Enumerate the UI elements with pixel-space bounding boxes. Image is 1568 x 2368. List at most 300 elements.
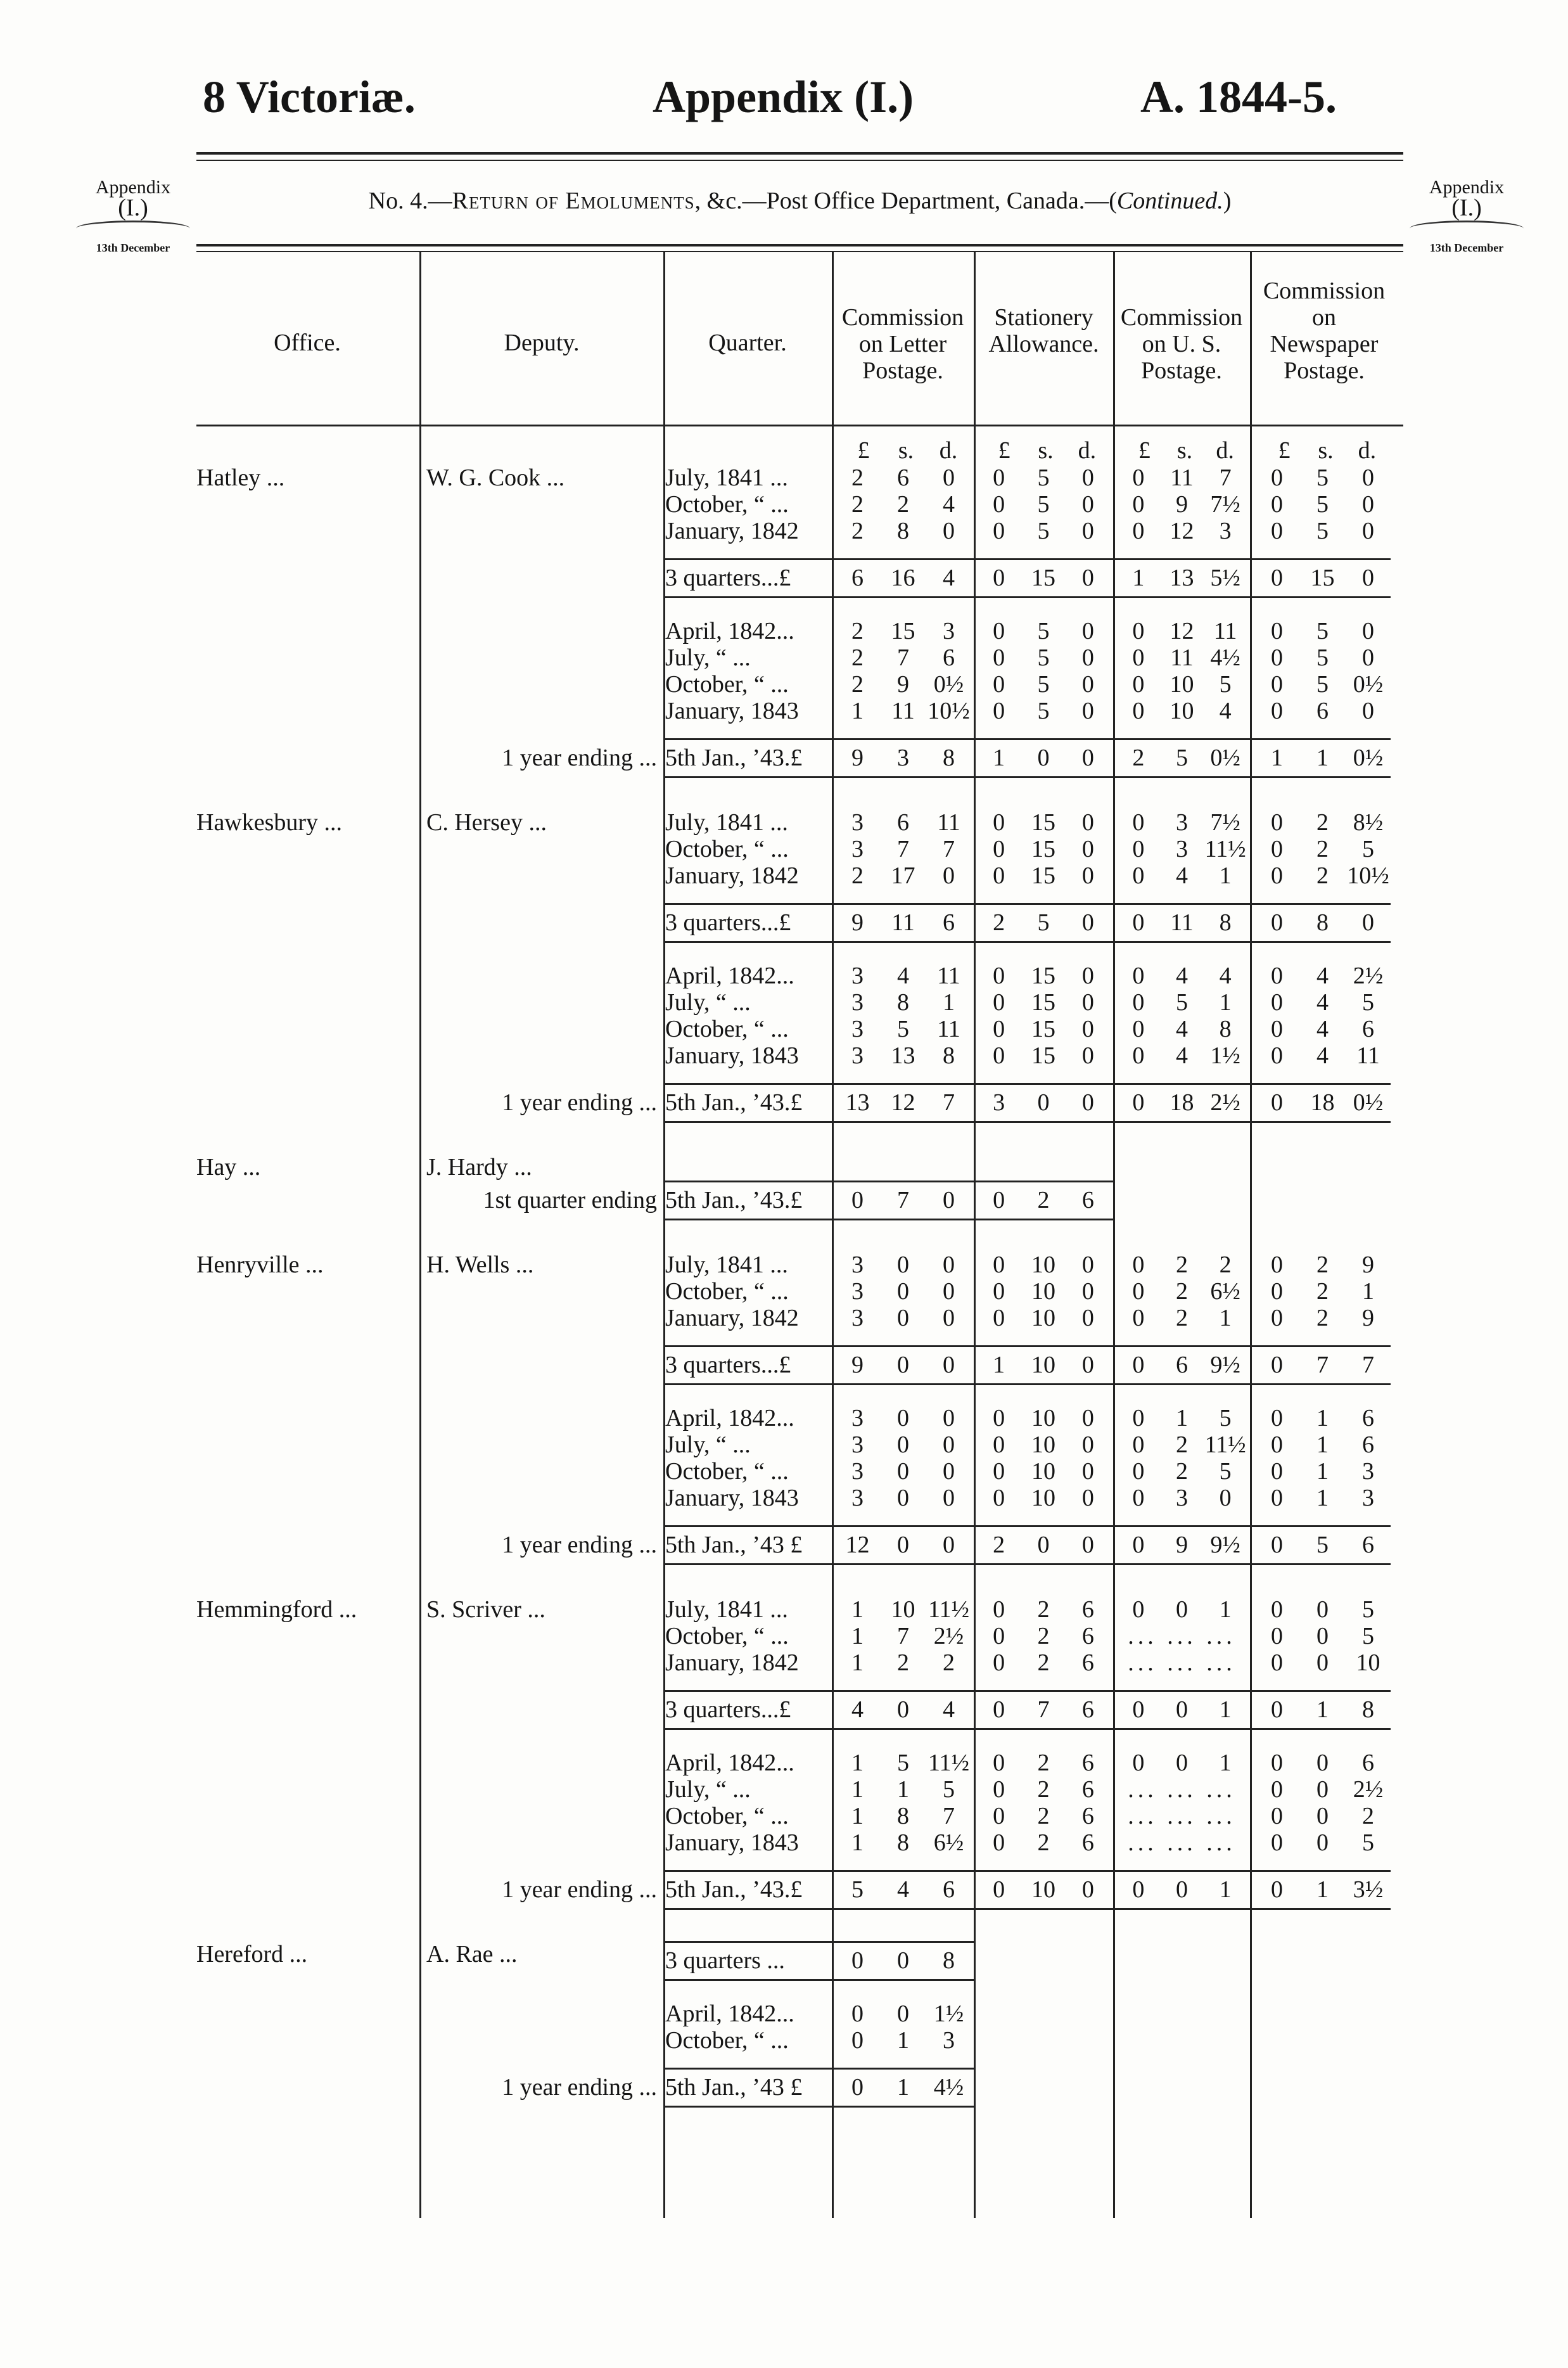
amount-line [1117, 671, 1247, 698]
col-head-deputy: Deputy. [504, 330, 580, 356]
shillings-value: 1 [896, 2027, 909, 2054]
pence-value: 6 [943, 909, 955, 936]
pence-value: 0 [943, 518, 955, 544]
quarter-label: January, 1842 [665, 518, 799, 544]
pence-value: 5 [1362, 836, 1374, 862]
vline-office-deputy [419, 252, 421, 2218]
pence-value: 7 [1219, 464, 1232, 491]
shillings-value: 12 [891, 1089, 915, 1116]
shillings-value: 15 [1031, 963, 1055, 989]
us-total [1117, 745, 1247, 771]
pence-value: 8 [1219, 1016, 1232, 1042]
pence-value: 5 [943, 1776, 955, 1803]
pence-value: 0½ [1353, 1089, 1384, 1116]
letter-total [835, 1187, 971, 1213]
col-head-letter-1: Commission [841, 304, 964, 331]
pence-value: 4 [943, 491, 955, 518]
pence-value: 6 [1081, 1187, 1094, 1213]
pence-value: 2½ [1210, 1089, 1240, 1116]
pence-value: 0 [1081, 1532, 1094, 1558]
shillings-value: 2 [1316, 1305, 1329, 1331]
office-name: Hereford ... [196, 1941, 308, 1968]
newspaper-amounts [1254, 1596, 1391, 1676]
amount-line [1117, 1776, 1247, 1803]
pounds-value: 9 [851, 745, 864, 771]
pence-value: 1½ [1210, 1042, 1240, 1069]
amount-line [977, 464, 1110, 491]
pounds-value: 0 [1132, 1750, 1145, 1776]
shillings-value: 5 [1037, 618, 1050, 644]
pounds-value: 0 [993, 1623, 1005, 1649]
amount-line [1254, 1016, 1391, 1042]
stationery-total [977, 1352, 1110, 1378]
amount-line [1254, 1750, 1391, 1776]
shillings-value: 5 [1316, 644, 1329, 671]
quarter-total-label: 5th Jan., ’43.£ [665, 1089, 803, 1116]
pounds-value: 0 [1270, 989, 1283, 1016]
pounds-value: 0 [1270, 565, 1283, 591]
blank-dots: ... ... ... [1128, 1803, 1236, 1829]
newspaper-total [1254, 745, 1391, 771]
pounds-value: 0 [993, 644, 1005, 671]
total-rule-top [663, 738, 1391, 740]
pence-value: 4 [943, 1696, 955, 1723]
pounds-value: 0 [993, 1876, 1005, 1903]
pounds-value: 0 [1270, 1405, 1283, 1431]
shillings-value: 1 [1175, 1405, 1188, 1431]
amount-line [835, 1278, 971, 1305]
margin-note-left [76, 177, 190, 258]
newspaper-amounts [1254, 809, 1391, 889]
pence-value: 0 [943, 464, 955, 491]
pence-value: 0 [1362, 518, 1374, 544]
quarter-label: April, 1842... [665, 963, 794, 989]
pence-value: 0 [943, 1278, 955, 1305]
period-label: 1 year ending ... [502, 1532, 657, 1558]
shillings-value: 0 [1037, 1089, 1050, 1116]
pounds-value: 1 [851, 1649, 864, 1676]
pence-value: 0 [1362, 565, 1374, 591]
pence-value: 0 [1081, 1485, 1094, 1511]
margin-date-right: 13th December [1429, 241, 1504, 254]
stationery-total [977, 1187, 1110, 1213]
pounds-value: 0 [1132, 1431, 1145, 1458]
stationery-amounts [977, 809, 1110, 889]
letter-total [835, 1352, 971, 1378]
pence-value: 0 [1081, 1278, 1094, 1305]
shillings-value: 16 [891, 565, 915, 591]
pence-value: 0 [1081, 518, 1094, 544]
quarter-label: January, 1843 [665, 1829, 799, 1856]
pounds-value: 0 [993, 989, 1005, 1016]
pounds-value: 1 [993, 1352, 1005, 1378]
office-name: Hemmingford ... [196, 1596, 357, 1623]
quarter-label: October, “ ... [665, 1623, 789, 1649]
pence-value: 1 [1219, 989, 1232, 1016]
pence-value: 7 [1362, 1352, 1374, 1378]
pounds-value: 0 [993, 1829, 1005, 1856]
amount-line [977, 1352, 1110, 1378]
stationery-total [977, 745, 1110, 771]
quarter-total-label: 5th Jan., ’43.£ [665, 1187, 803, 1213]
quarter-label: October, “ ... [665, 836, 789, 862]
pence-value: 0 [1362, 644, 1374, 671]
amount-line [1117, 1431, 1247, 1458]
pounds-value: 0 [1270, 1458, 1283, 1485]
margin-brace-right [1410, 221, 1524, 236]
shillings-value: 4 [1316, 1042, 1329, 1069]
amount-line [1254, 745, 1391, 771]
total-rule-bottom [663, 2106, 974, 2108]
pounds-value: 0 [1132, 1458, 1145, 1485]
shillings-value: 13 [1170, 565, 1194, 591]
shillings-value: 6 [896, 464, 909, 491]
office-name: Henryville ... [196, 1251, 324, 1278]
pounds-value: 9 [851, 1352, 864, 1378]
amount-line [835, 565, 971, 591]
pence-value: 6 [1362, 1405, 1374, 1431]
pounds-value: 0 [1270, 1431, 1283, 1458]
amount-line [1254, 1696, 1391, 1723]
shillings-value: 0 [896, 1405, 909, 1431]
quarter-total-label: 5th Jan., ’43 £ [665, 2074, 803, 2101]
amount-line [977, 1623, 1110, 1649]
shillings-value: 0 [896, 1947, 909, 1974]
shillings-value: 4 [1175, 963, 1188, 989]
pounds-value: 3 [851, 1431, 864, 1458]
shillings-value: 0 [1316, 1803, 1329, 1829]
pounds-value: 0 [1270, 909, 1283, 936]
quarter-total-label: 5th Jan., ’43.£ [665, 1876, 803, 1903]
pence-value: 6 [1081, 1803, 1094, 1829]
shillings-value: 10 [1031, 1251, 1055, 1278]
amount-line [977, 565, 1110, 591]
pounds-value: 0 [1132, 1405, 1145, 1431]
pence-value: 11½ [1204, 836, 1246, 862]
shillings-value: 5 [1037, 464, 1050, 491]
amount-line [1254, 1876, 1391, 1903]
currency-pence: d. [1078, 437, 1097, 464]
amount-line [1117, 1485, 1247, 1511]
amount-line [977, 1829, 1110, 1856]
shillings-value: 13 [891, 1042, 915, 1069]
amount-line [977, 1532, 1110, 1558]
pounds-value: 2 [851, 464, 864, 491]
pounds-value: 1 [851, 698, 864, 724]
amount-line [1254, 1089, 1391, 1116]
amount-line [1254, 1596, 1391, 1623]
shillings-value: 8 [896, 989, 909, 1016]
amount-line [835, 1431, 971, 1458]
quarter-label: October, “ ... [665, 1803, 789, 1829]
currency-shilling: s. [1038, 437, 1054, 464]
pounds-value: 9 [851, 909, 864, 936]
amount-line [835, 2027, 971, 2054]
shillings-value: 1 [896, 1776, 909, 1803]
col-head-letter-2: on Letter [858, 331, 947, 357]
shillings-value: 9 [1175, 1532, 1188, 1558]
pence-value: 7 [943, 836, 955, 862]
amount-line [1254, 909, 1391, 936]
shillings-value: 5 [1037, 644, 1050, 671]
pounds-value: 0 [993, 1187, 1005, 1213]
amount-line [1254, 1649, 1391, 1676]
letter-total [835, 1947, 971, 1974]
pence-value: 0½ [1353, 671, 1384, 698]
pence-value: 0 [1081, 1089, 1094, 1116]
shillings-value: 2 [1037, 1803, 1050, 1829]
shillings-value: 15 [1031, 989, 1055, 1016]
shillings-value: 1 [1316, 1431, 1329, 1458]
shillings-value: 0 [1316, 1596, 1329, 1623]
pounds-value: 0 [1132, 671, 1145, 698]
pence-value: 0 [1081, 1305, 1094, 1331]
pounds-value: 0 [1132, 491, 1145, 518]
pence-value: 5 [1362, 1596, 1374, 1623]
amount-line [1117, 698, 1247, 724]
pounds-value: 0 [993, 1803, 1005, 1829]
amount-line [977, 1596, 1110, 1623]
currency-shilling: s. [898, 437, 914, 464]
stationery-total [977, 1876, 1110, 1903]
letter-amounts [835, 2000, 971, 2054]
letter-total [835, 1696, 971, 1723]
letter-amounts [835, 1750, 971, 1856]
pence-value: 5 [1219, 1458, 1232, 1485]
shillings-value: 0 [896, 2000, 909, 2027]
pounds-value: 0 [1132, 1042, 1145, 1069]
margin-label-left: Appendix [95, 177, 171, 198]
pounds-value: 0 [1132, 1352, 1145, 1378]
pence-value: 6½ [933, 1829, 964, 1856]
newspaper-amounts [1254, 1750, 1391, 1856]
shillings-value: 4 [1175, 1016, 1188, 1042]
amount-line [835, 1829, 971, 1856]
shillings-value: 8 [896, 1829, 909, 1856]
header-center: Appendix (I.) [653, 72, 914, 122]
amount-line [977, 1431, 1110, 1458]
amount-line [1117, 1696, 1247, 1723]
pounds-value: 3 [851, 963, 864, 989]
shillings-value: 5 [1316, 1532, 1329, 1558]
deputy-name: S. Scriver ... [426, 1596, 545, 1623]
shillings-value: 5 [896, 1016, 909, 1042]
amount-line [1254, 1829, 1391, 1856]
us-amounts [1117, 1750, 1247, 1856]
pence-value: 0 [1081, 1458, 1094, 1485]
pounds-value: 0 [993, 1278, 1005, 1305]
shillings-value: 4 [896, 963, 909, 989]
amount-line [1254, 862, 1391, 889]
col-head-us [1115, 304, 1248, 384]
shillings-value: 5 [1316, 518, 1329, 544]
newspaper-amounts [1254, 618, 1391, 724]
us-total [1117, 1089, 1247, 1116]
top-rule-thick [196, 152, 1403, 155]
pounds-value: 1 [993, 745, 1005, 771]
shillings-value: 11 [1170, 644, 1194, 671]
amount-line [1117, 644, 1247, 671]
pounds-value: 0 [1132, 1485, 1145, 1511]
shillings-value: 9 [1175, 491, 1188, 518]
pounds-value: 0 [993, 1305, 1005, 1331]
pounds-value: 13 [845, 1089, 870, 1116]
quarter-label: July, “ ... [665, 1776, 751, 1803]
shillings-value: 11 [891, 909, 915, 936]
pence-value: 6 [1081, 1696, 1094, 1723]
pence-value: 0 [1362, 618, 1374, 644]
shillings-value: 2 [1037, 1187, 1050, 1213]
total-rule-bottom [663, 1563, 1391, 1565]
shillings-value: 2 [1037, 1829, 1050, 1856]
shillings-value: 18 [1310, 1089, 1335, 1116]
pounds-value: 0 [1270, 1876, 1283, 1903]
pounds-value: 0 [1270, 1278, 1283, 1305]
pence-value: 6 [1362, 1532, 1374, 1558]
pounds-value: 0 [1132, 1089, 1145, 1116]
col-head-stationery [976, 304, 1112, 357]
amount-line [977, 671, 1110, 698]
pounds-value: 3 [851, 1016, 864, 1042]
pence-value: 10½ [1347, 862, 1389, 889]
quarter-label: October, “ ... [665, 671, 789, 698]
amount-line [1117, 1251, 1247, 1278]
pounds-value: 1 [851, 1750, 864, 1776]
pounds-value: 0 [1270, 1042, 1283, 1069]
amount-line [977, 862, 1110, 889]
period-label: 1 year ending ... [502, 745, 657, 771]
deputy-name: A. Rae ... [426, 1941, 518, 1968]
pounds-value: 0 [1270, 671, 1283, 698]
amount-line [1117, 862, 1247, 889]
shillings-value: 7 [896, 836, 909, 862]
shillings-value: 3 [1175, 836, 1188, 862]
pence-value: 6 [1081, 1623, 1094, 1649]
pounds-value: 0 [1270, 1352, 1283, 1378]
pence-value: 8½ [1353, 809, 1384, 836]
col-head-newspaper-1: Commission [1263, 278, 1386, 304]
pounds-value: 0 [993, 963, 1005, 989]
amount-line [1254, 1405, 1391, 1431]
amount-line [1254, 565, 1391, 591]
pounds-value: 0 [993, 1649, 1005, 1676]
stationery-amounts [977, 1251, 1110, 1331]
vline-deputy-quarter [663, 252, 665, 2218]
pounds-value: 0 [1270, 1532, 1283, 1558]
pounds-value: 0 [993, 836, 1005, 862]
pence-value: 11 [937, 809, 960, 836]
shillings-value: 0 [1316, 1776, 1329, 1803]
quarter-label: July, “ ... [665, 989, 751, 1016]
quarter-total-label: 5th Jan., ’43.£ [665, 745, 803, 771]
shillings-value: 0 [1037, 1532, 1050, 1558]
amount-line [1254, 644, 1391, 671]
top-rule-thin [196, 160, 1403, 161]
amount-line [835, 2000, 971, 2027]
pence-value: 3½ [1353, 1876, 1384, 1903]
pounds-value: 0 [993, 1042, 1005, 1069]
pence-value: 2½ [1353, 963, 1384, 989]
pounds-value: 0 [993, 1016, 1005, 1042]
pounds-value: 2 [851, 644, 864, 671]
shillings-value: 0 [1316, 1623, 1329, 1649]
amount-line [1254, 1251, 1391, 1278]
office-name: Hatley ... [196, 464, 285, 491]
pounds-value: 0 [1270, 491, 1283, 518]
blank-dots: ... ... ... [1128, 1776, 1236, 1803]
quarter-label: October, “ ... [665, 1278, 789, 1305]
quarter-label: April, 1842... [665, 2000, 794, 2027]
pounds-value: 3 [851, 1278, 864, 1305]
currency-shilling: s. [1318, 437, 1334, 464]
quarter-label: January, 1842 [665, 1305, 799, 1331]
shillings-value: 15 [1031, 809, 1055, 836]
stationery-amounts [977, 1750, 1110, 1856]
shillings-value: 5 [1316, 671, 1329, 698]
amount-line [1117, 565, 1247, 591]
pounds-value: 0 [1132, 989, 1145, 1016]
margin-note-right [1410, 177, 1524, 258]
quarter-total-label: 3 quarters ... [665, 1947, 785, 1974]
amount-line [835, 1352, 971, 1378]
pence-value: 10½ [927, 698, 970, 724]
heading-rule [196, 425, 1403, 426]
shillings-value: 2 [896, 1649, 909, 1676]
shillings-value: 5 [1175, 745, 1188, 771]
quarter-label: October, “ ... [665, 491, 789, 518]
shillings-value: 10 [1170, 698, 1194, 724]
amount-line [835, 1876, 971, 1903]
shillings-value: 0 [896, 1696, 909, 1723]
col-head-newspaper-4: Postage. [1284, 357, 1365, 384]
currency-pence: d. [1358, 437, 1377, 464]
pounds-value: 0 [1270, 464, 1283, 491]
pence-value: 0 [1081, 1042, 1094, 1069]
pounds-value: 0 [993, 1750, 1005, 1776]
total-rule-bottom [663, 941, 1391, 943]
shillings-value: 0 [896, 1352, 909, 1378]
total-rule-bottom [663, 1908, 1391, 1910]
pence-value: 11½ [1204, 1431, 1246, 1458]
pounds-value: 0 [1270, 1596, 1283, 1623]
pounds-value: 0 [1270, 1623, 1283, 1649]
letter-amounts [835, 1405, 971, 1511]
pounds-value: 0 [1270, 836, 1283, 862]
shillings-value: 15 [1031, 565, 1055, 591]
letter-amounts [835, 809, 971, 889]
total-rule-top [663, 1690, 1391, 1692]
pence-value: 0 [1081, 862, 1094, 889]
pence-value: 6 [1081, 1649, 1094, 1676]
pence-value: 4 [943, 565, 955, 591]
pounds-value: 6 [851, 565, 864, 591]
pence-value: 5 [1219, 1405, 1232, 1431]
margin-paren-left: (I.) [118, 195, 148, 221]
amount-line [1117, 1352, 1247, 1378]
pounds-value: 0 [993, 565, 1005, 591]
pounds-value: 0 [1132, 1532, 1145, 1558]
pence-value: 8 [1219, 909, 1232, 936]
title-rule-thick [196, 244, 1403, 246]
shillings-value: 0 [1316, 1750, 1329, 1776]
pence-value: 0 [1081, 1352, 1094, 1378]
pence-value: 11 [937, 963, 960, 989]
pence-value: 2½ [1353, 1776, 1384, 1803]
amount-line [977, 1278, 1110, 1305]
pounds-value: 0 [1270, 1305, 1283, 1331]
amount-line [977, 1649, 1110, 1676]
quarter-label: July, 1841 ... [665, 1596, 788, 1623]
